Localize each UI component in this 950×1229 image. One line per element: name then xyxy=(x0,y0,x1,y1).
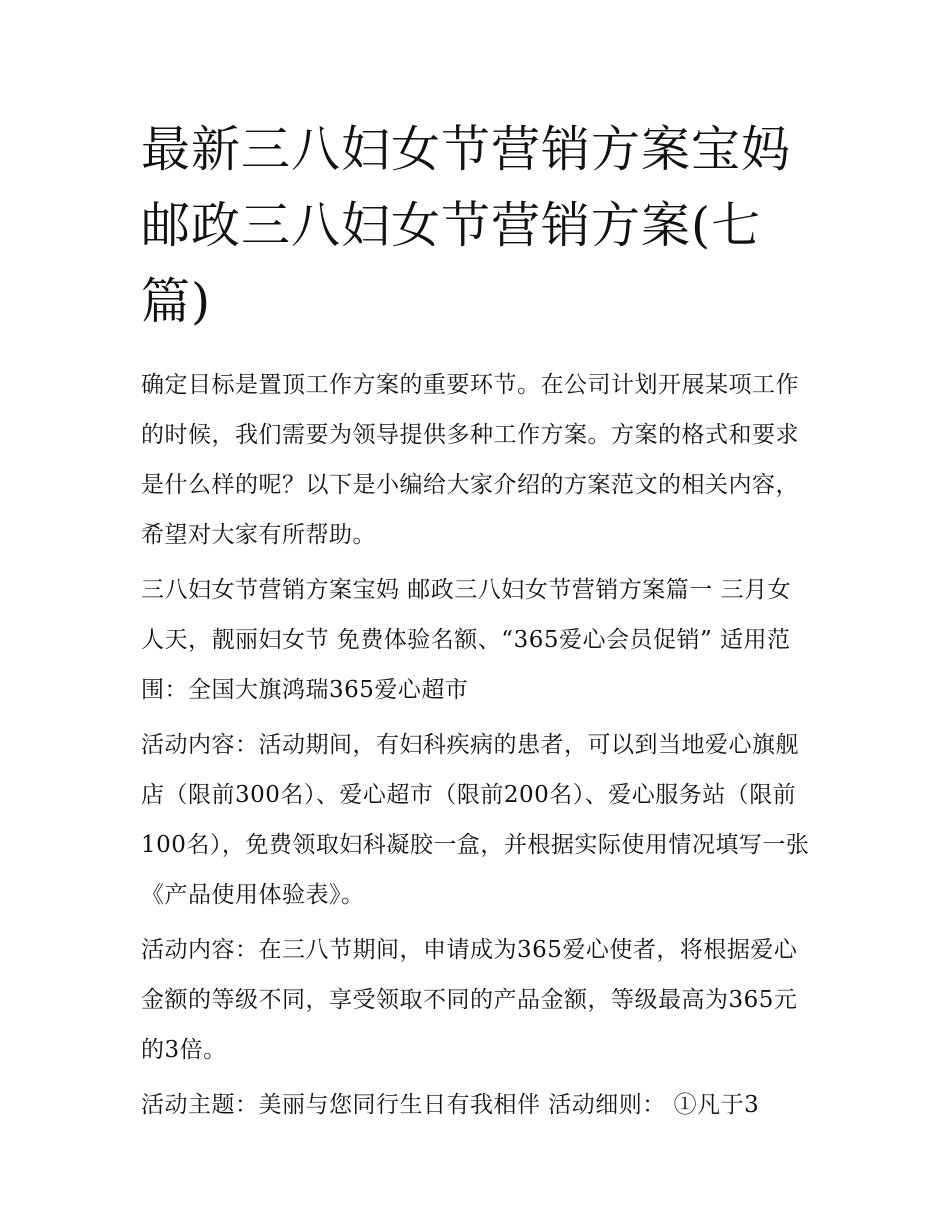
paragraph-activity-content-2: 活动内容：在三八节期间，申请成为365爱心使者，将根据爱心金额的等级不同，享受领取不同的产品金额，等级最高为365元的3倍。 xyxy=(141,937,798,1063)
paragraph-intro: 确定目标是置顶工作方案的重要环节。在公司计划开展某项工作的时候，我们需要为领导提供多种工作方案。方案的格式和要求是什么样的呢？以下是小编给大家介绍的方案范文的相关内容，希望对大家有所帮助。 xyxy=(141,372,799,548)
paragraph-section-one: 三八妇女节营销方案宝妈 邮政三八妇女节营销方案篇一 三月女人天，靓丽妇女节 免费体验名额、“365爱心会员促销” 适用范围：全国大旗鸿瑞365爱心超市 xyxy=(141,577,792,703)
document-page xyxy=(141,112,813,1135)
paragraph-activity-content-1: 活动内容：活动期间，有妇科疾病的患者，可以到当地爱心旗舰店（限前300名）、爱心超市（限前200名）、爱心服务站（限前100名），免费领取妇科凝胶一盒，并根据实际使用情况填写一张《产品使用体验表》。 xyxy=(141,732,810,908)
document-body xyxy=(141,360,813,1130)
document-title: 最新三八妇女节营销方案宝妈 邮政三八妇女节营销方案(七篇) xyxy=(141,121,792,330)
paragraph-activity-theme: 活动主题：美丽与您同行生日有我相伴 活动细则： ①凡于3 xyxy=(141,1092,760,1118)
